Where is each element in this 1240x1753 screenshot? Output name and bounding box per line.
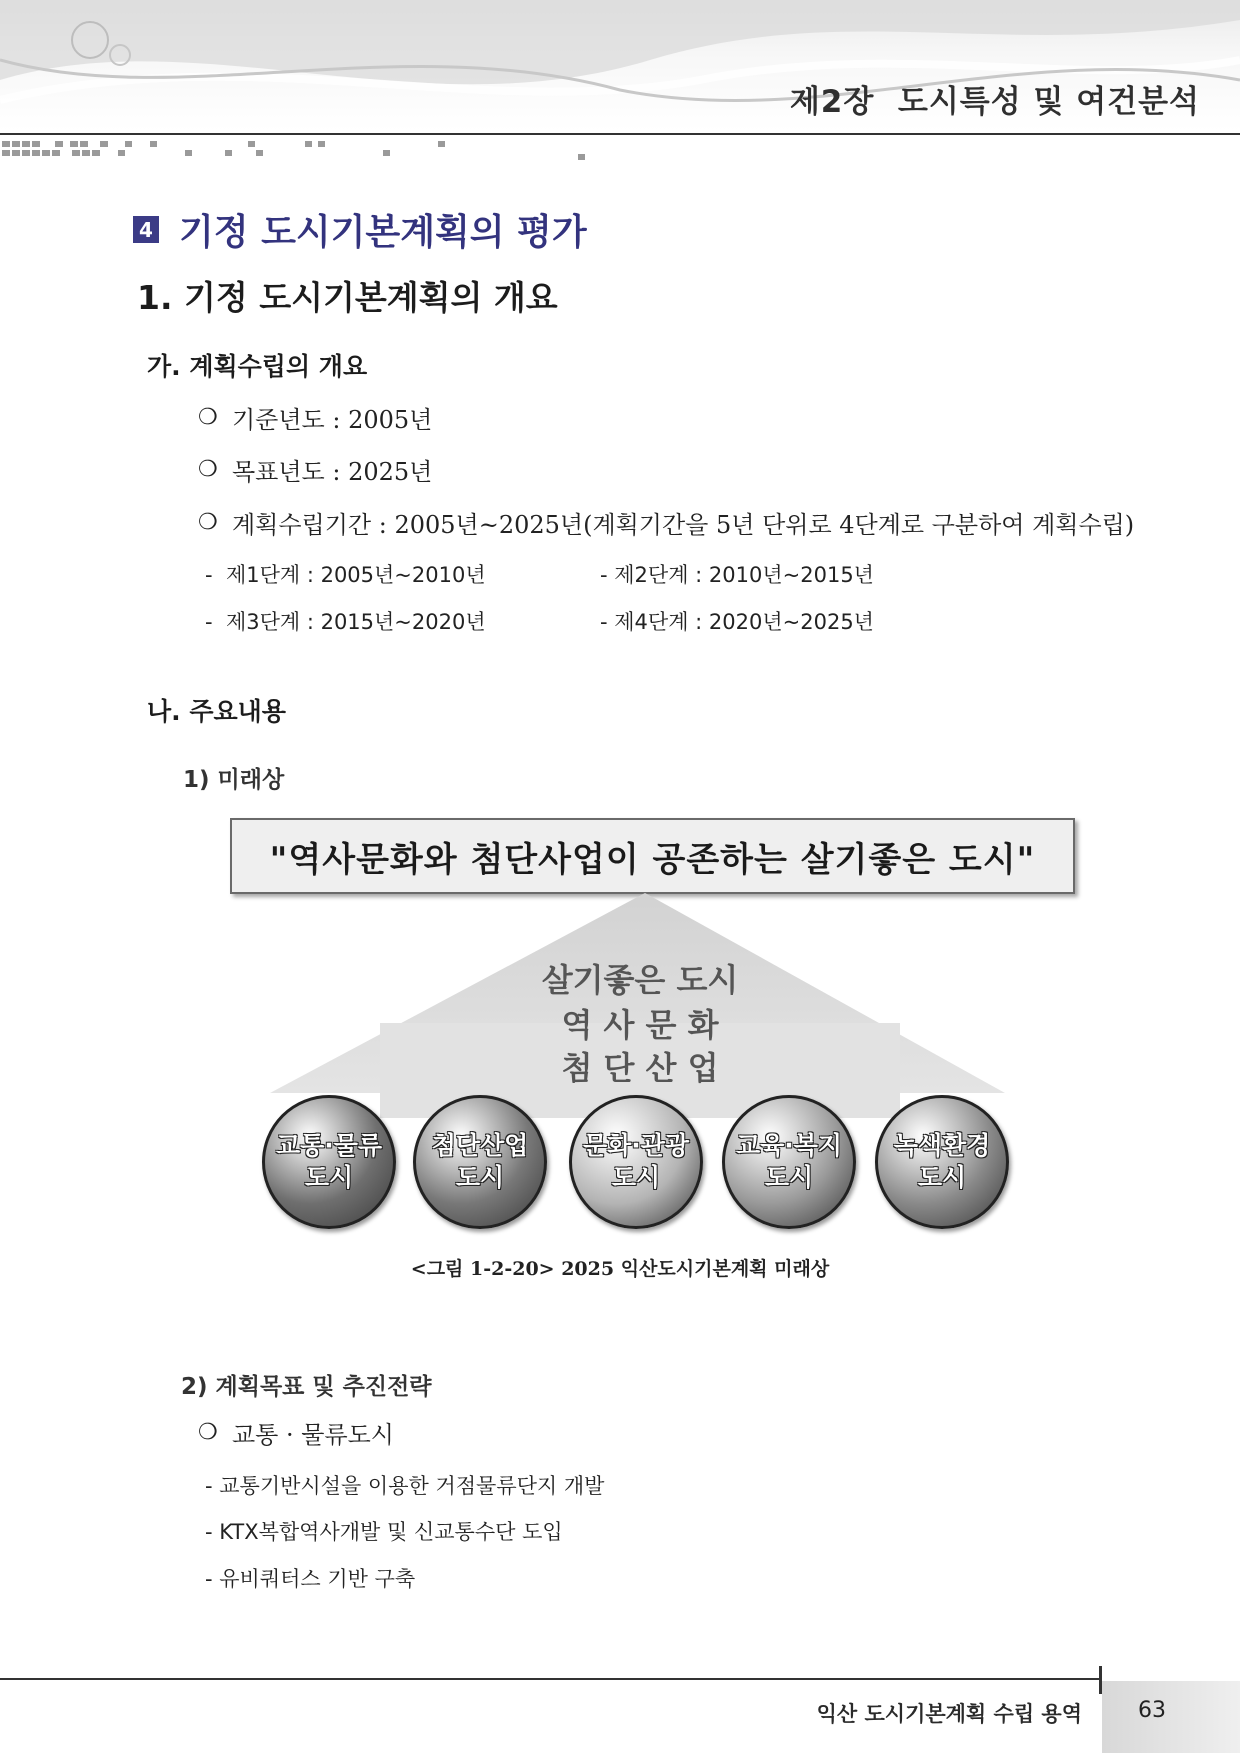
vision-circle-culture-tourism [569,1095,703,1229]
core-value-history-culture: 역 사 문 화 [561,1006,719,1044]
bullet-text: 교통 · 물류도시 [232,1421,394,1449]
vision-circle-green-environment [875,1095,1009,1229]
stage-text: 제2단계 : 2010년~2015년 [614,563,874,587]
item-future-vision: 1) 미래상 [183,767,285,793]
circle-bullet-icon: ❍ [198,510,218,535]
circle-label: 첨단산업 [431,1131,529,1160]
header-square-pattern [0,140,600,162]
stage-2: - 제2단계 : 2010년~2015년 [600,563,874,587]
vision-circle-education-welfare [722,1095,856,1229]
bullet-transport-city [198,1415,394,1450]
vision-statement: "역사문화와 첨단사업이 공존하는 살기좋은 도시" [269,839,1036,880]
bullet-text: 기준년도 : 2005년 [232,406,433,434]
heading-overview: 1. 기정 도시기본계획의 개요 [137,278,558,317]
circle-label: 교육·복지 [735,1131,843,1160]
stage-3: - 제3단계 : 2015년~2020년 [205,610,486,634]
chapter-title: 제2장 도시특성 및 여건분석 [789,84,1200,120]
bullet-target-year [198,452,432,487]
footer-divider [0,1678,1100,1680]
circle-bullet-icon: ❍ [198,1420,218,1445]
stage-text: 제3단계 : 2015년~2020년 [225,610,486,634]
footer-report-title: 익산 도시기본계획 수립 용역 [816,1702,1082,1726]
circle-label: 문화·관광 [582,1131,690,1160]
subheading-plan-overview: 가. 계획수립의 개요 [147,352,368,381]
stage-text: 제4단계 : 2020년~2025년 [614,610,874,634]
circle-label: 녹색환경 [893,1131,991,1160]
circle-label: 교통·물류 [275,1131,383,1160]
strategy-item: - 교통기반시설을 이용한 거점물류단지 개발 [205,1474,605,1498]
bullet-plan-period [198,505,1134,540]
page-number: 63 [1138,1698,1166,1723]
figure-caption: <그림 1-2-20> 2025 익산도시기본계획 미래상 [410,1258,830,1280]
vision-circle-high-tech [413,1095,547,1229]
section-title: 기정 도시기본계획의 평가 [179,212,587,253]
circle-label: 도시 [764,1163,814,1192]
circle-label: 도시 [917,1163,967,1192]
stage-1: - 제1단계 : 2005년~2010년 [205,563,486,587]
header-divider [0,133,1240,135]
circle-label: 도시 [611,1163,661,1192]
vision-circle-transport-logistics [262,1095,396,1229]
bullet-text: 목표년도 : 2025년 [232,458,433,486]
strategy-item: - 유비쿼터스 기반 구축 [205,1567,416,1591]
circle-label: 도시 [455,1163,505,1192]
subheading-main-contents: 나. 주요내용 [147,697,286,726]
strategy-item: - KTX복합역사개발 및 신교통수단 도입 [205,1520,563,1544]
core-value-high-tech: 첨 단 산 업 [561,1049,719,1087]
bullet-base-year [198,400,432,435]
core-value-livable: 살기좋은 도시 [541,961,739,999]
item-goals-strategy: 2) 계획목표 및 추진전략 [181,1374,432,1400]
circle-bullet-icon: ❍ [198,405,218,430]
section-heading [133,204,587,255]
circle-label: 도시 [304,1163,354,1192]
bullet-text: 계획수립기간 : 2005년~2025년(계획기간을 5년 단위로 4단계로 구분하여 계획수립) [232,511,1135,539]
section-number-badge: 4 [133,216,159,243]
vision-statement-box [230,818,1075,894]
stage-text: 제1단계 : 2005년~2010년 [225,563,486,587]
circle-bullet-icon: ❍ [198,457,218,482]
stage-4: - 제4단계 : 2020년~2025년 [600,610,874,634]
